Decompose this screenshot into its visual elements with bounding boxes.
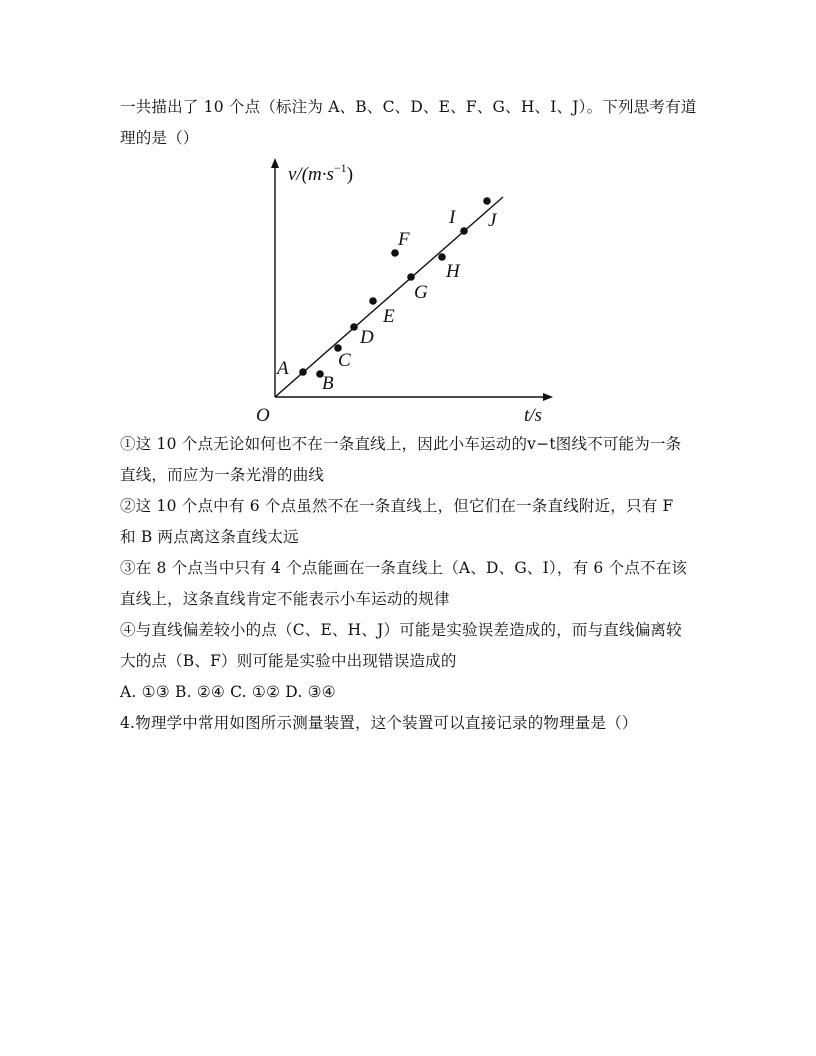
fit-line <box>275 197 503 397</box>
point-label-a: A <box>277 358 289 379</box>
point-a <box>299 368 307 376</box>
option-c: C. ①② <box>230 683 281 701</box>
point-g <box>407 273 415 281</box>
intro-line-1: 一共描出了 10 个点（标注为 A、B、C、D、E、F、G、H、I、J）。下列思考有道 <box>120 98 697 116</box>
statement-4-line-1: ④与直线偏差较小的点（C、E、H、J）可能是实验误差造成的，而与直线偏离较 <box>120 621 682 639</box>
point-e <box>369 297 377 305</box>
y-axis-label: $v/(m\cdot s^{-1})$ <box>288 161 354 185</box>
point-label-g: G <box>414 282 428 303</box>
statement-1-line-2: 直线，而应为一条光滑的曲线 <box>120 466 325 484</box>
intro-line-2: 理的是（） <box>120 129 199 147</box>
next-question: 4.物理学中常用如图所示测量装置，这个装置可以直接记录的物理量是（） <box>120 714 638 732</box>
point-f <box>391 249 399 257</box>
point-label-j: J <box>488 210 497 231</box>
vt-graph-figure <box>250 155 560 430</box>
origin-label: O <box>256 405 270 426</box>
vt-graph-svg <box>250 155 560 430</box>
statement-4-line-2: 大的点（B、F）则可能是实验中出现错误造成的 <box>120 652 457 670</box>
statements-block <box>120 429 700 739</box>
point-label-h: H <box>446 261 460 282</box>
option-b: B. ②④ <box>174 683 226 701</box>
statement-2-line-2: 和 B 两点离这条直线太远 <box>120 528 299 546</box>
x-axis-label: t/s <box>524 405 542 426</box>
point-label-c: C <box>338 350 351 371</box>
point-i <box>460 227 468 235</box>
point-d <box>350 323 358 331</box>
point-label-f: F <box>398 229 410 250</box>
option-d: D. ③④ <box>285 683 336 701</box>
statement-2-line-1: ②这 10 个点中有 6 个点虽然不在一条直线上，但它们在一条直线附近，只有 F <box>120 497 674 515</box>
statement-3-line-2: 直线上，这条直线肯定不能表示小车运动的规律 <box>120 590 450 608</box>
point-label-d: D <box>360 327 374 348</box>
statement-3-line-1: ③在 8 个点当中只有 4 个点能画在一条直线上（A、D、G、I），有 6 个点不在该 <box>120 559 688 577</box>
statement-1-line-1: ①这 10 个点无论如何也不在一条直线上，因此小车运动的v−t图线不可能为一条 <box>120 435 682 453</box>
point-j <box>483 197 491 205</box>
question-intro <box>120 92 700 154</box>
point-label-i: I <box>449 207 456 228</box>
answer-options <box>120 677 700 708</box>
option-a: A. ①③ <box>120 683 170 701</box>
point-label-e: E <box>383 306 395 327</box>
point-label-b: B <box>322 373 334 394</box>
point-h <box>438 253 446 261</box>
